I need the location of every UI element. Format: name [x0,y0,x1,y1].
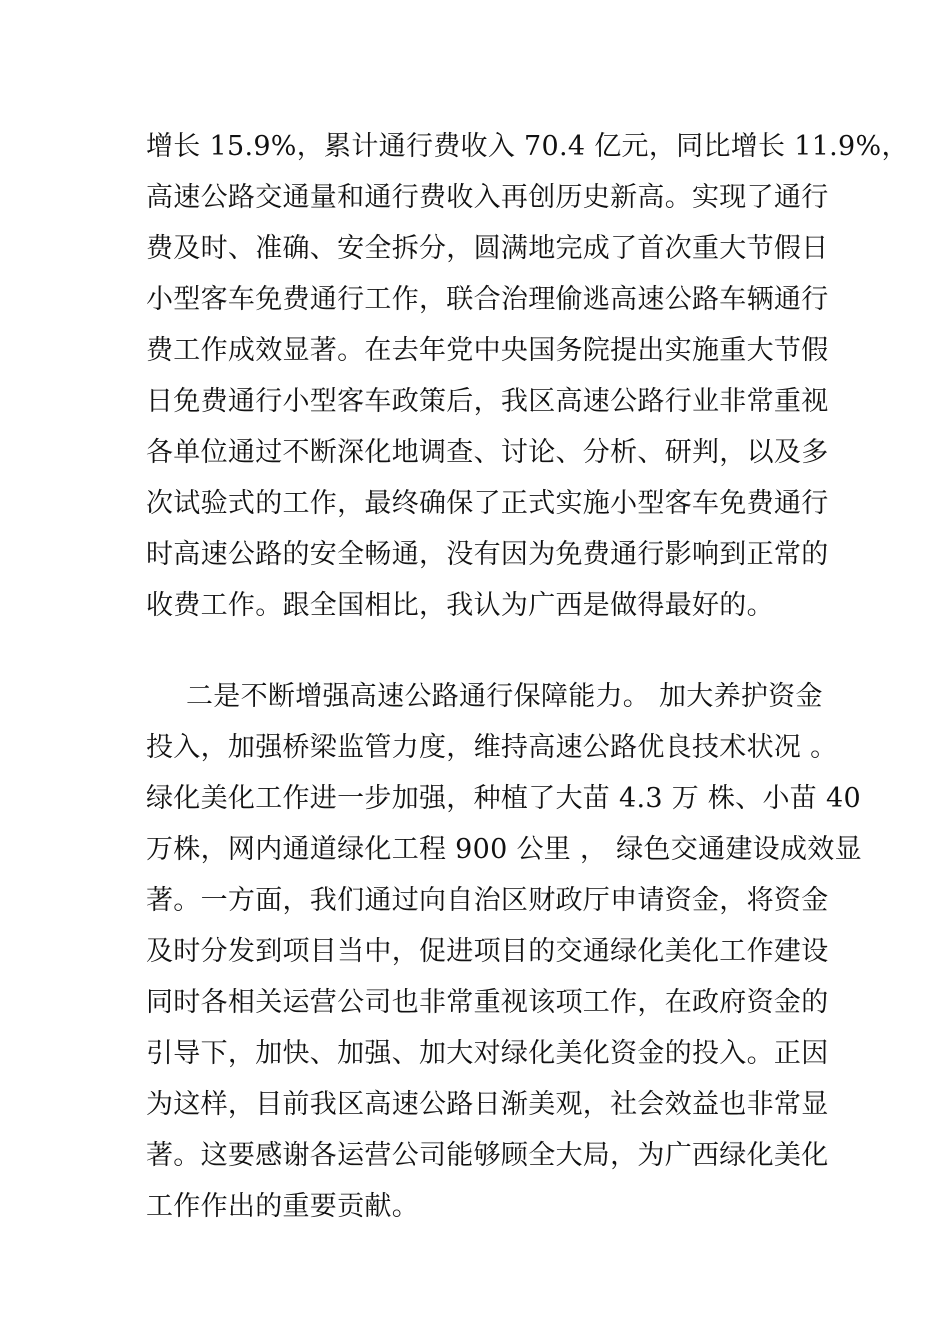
text-line: 著。这要感谢各运营公司能够顾全大局，为广西绿化美化 [146,1140,829,1171]
text-line: 同时各相关运营公司也非常重视该项工作，在政府资金的 [146,987,829,1018]
text-line: 时高速公路的安全畅通，没有因为免费通行影响到正常的 [146,539,829,570]
text-line: 万株，网内通道绿化工程 900 公里 ， 绿色交通建设成效显 [146,834,862,865]
text-line: 投入，加强桥梁监管力度，维持高速公路优良技术状况 。 [146,732,838,763]
paragraph-road-guarantee [146,671,862,1232]
paragraph-statistics [146,121,909,631]
text-line: 日免费通行小型客车政策后，我区高速公路行业非常重视 [146,386,829,417]
text-line: 绿化美化工作进一步加强，种植了大苗 4.3 万 株、小苗 40 [146,783,861,814]
text-line: 工作作出的重要贡献。 [146,1191,419,1222]
text-line: 各单位通过不断深化地调查、讨论、分析、研判，以及多 [146,437,829,468]
text-line: 次试验式的工作，最终确保了正式实施小型客车免费通行 [146,488,829,519]
text-line: 小型客车免费通行工作，联合治理偷逃高速公路车辆通行 [146,284,829,315]
text-line: 高速公路交通量和通行费收入再创历史新高。实现了通行 [146,182,829,213]
text-line: 收费工作。跟全国相比，我认为广西是做得最好的。 [146,590,774,621]
text-line: 及时分发到项目当中，促进项目的交通绿化美化工作建设 [146,936,829,967]
text-line-indented: 二是不断增强高速公路通行保障能力。 加大养护资金 [186,681,823,712]
text-line: 著。一方面，我们通过向自治区财政厅申请资金，将资金 [146,885,829,916]
text-line: 费及时、准确、安全拆分，圆满地完成了首次重大节假日 [146,233,829,264]
text-line: 费工作成效显著。在去年党中央国务院提出实施重大节假 [146,335,829,366]
text-line: 为这样，目前我区高速公路日渐美观，社会效益也非常显 [146,1089,829,1120]
text-line: 引导下，加快、加强、加大对绿化美化资金的投入。正因 [146,1038,829,1069]
text-line: 增长 15.9%，累计通行费收入 70.4 亿元，同比增长 11.9%， [146,131,909,162]
